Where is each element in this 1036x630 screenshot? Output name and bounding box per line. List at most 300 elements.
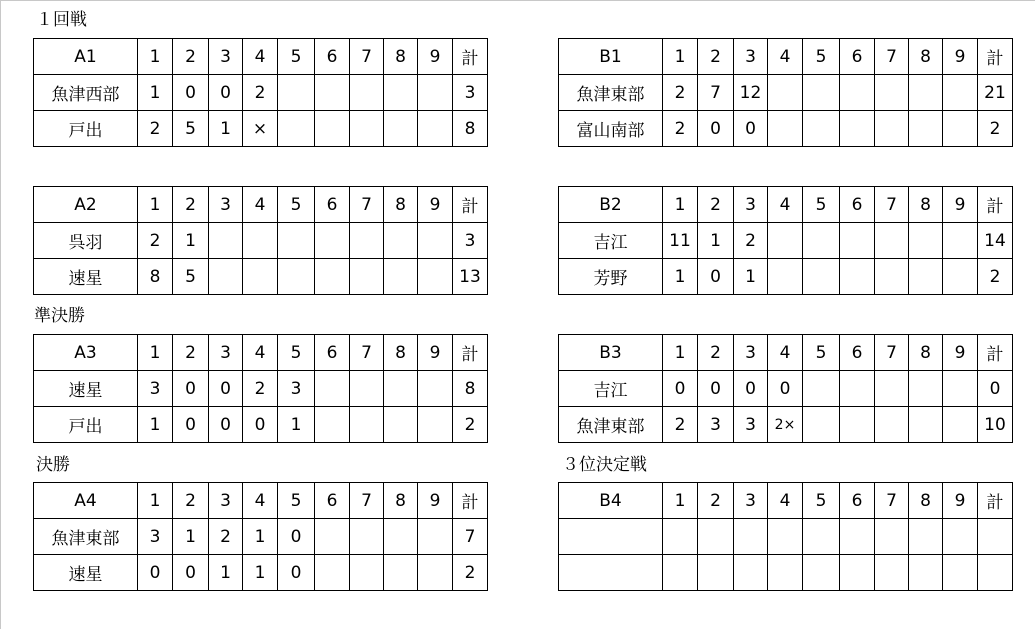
inning-score: 7 — [698, 75, 734, 111]
inning-header: 9 — [418, 39, 453, 75]
inning-score — [418, 75, 453, 111]
inning-header: 8 — [909, 483, 943, 519]
inning-score — [315, 407, 350, 443]
team-row — [34, 555, 488, 591]
inning-score: 5 — [173, 259, 209, 295]
inning-score — [350, 75, 384, 111]
total-score — [978, 555, 1013, 591]
inning-score — [803, 555, 840, 591]
total-score: 2 — [978, 111, 1013, 147]
inning-header: 5 — [278, 483, 315, 519]
inning-score — [875, 75, 909, 111]
game-label: A3 — [34, 335, 138, 371]
inning-score — [243, 259, 278, 295]
inning-header: 8 — [384, 39, 418, 75]
inning-score — [840, 223, 875, 259]
total-header: 計 — [978, 483, 1013, 519]
total-score: 8 — [453, 371, 488, 407]
header-row — [34, 335, 488, 371]
inning-score: 0 — [278, 555, 315, 591]
inning-score: 8 — [138, 259, 173, 295]
inning-score — [418, 111, 453, 147]
inning-header: 7 — [875, 483, 909, 519]
inning-header: 4 — [768, 39, 803, 75]
inning-score — [384, 259, 418, 295]
inning-score — [803, 371, 840, 407]
total-score: 2 — [453, 555, 488, 591]
inning-score — [350, 407, 384, 443]
inning-score: 0 — [173, 371, 209, 407]
inning-score: 0 — [209, 407, 243, 443]
total-header: 計 — [978, 335, 1013, 371]
team-row — [559, 407, 1013, 443]
inning-score: 0 — [138, 555, 173, 591]
inning-score: 1 — [138, 407, 173, 443]
inning-score: 2 — [243, 371, 278, 407]
inning-score: 0 — [698, 111, 734, 147]
inning-score: 0 — [173, 407, 209, 443]
inning-score — [943, 75, 978, 111]
inning-header: 6 — [840, 187, 875, 223]
inning-score — [418, 371, 453, 407]
inning-score: 1 — [698, 223, 734, 259]
inning-score — [315, 75, 350, 111]
team-row — [559, 223, 1013, 259]
total-header: 計 — [978, 187, 1013, 223]
inning-header: 8 — [384, 335, 418, 371]
inning-score — [943, 407, 978, 443]
header-row — [559, 483, 1013, 519]
inning-score: 0 — [698, 371, 734, 407]
inning-header: 9 — [943, 483, 978, 519]
inning-header: 1 — [663, 335, 698, 371]
total-score: 13 — [453, 259, 488, 295]
inning-header: 1 — [138, 39, 173, 75]
inning-score: 3 — [138, 371, 173, 407]
inning-score: 2 — [209, 519, 243, 555]
inning-header: 7 — [350, 335, 384, 371]
team-row — [34, 111, 488, 147]
inning-header: 9 — [418, 335, 453, 371]
inning-score — [315, 371, 350, 407]
inning-score: 1 — [138, 75, 173, 111]
scoreboard-b4 — [558, 482, 1013, 591]
inning-header: 6 — [315, 483, 350, 519]
team-name: 芳野 — [559, 259, 663, 295]
team-row — [559, 371, 1013, 407]
inning-score — [943, 371, 978, 407]
inning-header: 6 — [315, 187, 350, 223]
inning-score: 12 — [734, 75, 768, 111]
inning-score — [418, 555, 453, 591]
inning-header: 2 — [698, 187, 734, 223]
inning-header: 7 — [875, 187, 909, 223]
inning-score — [384, 555, 418, 591]
inning-score — [418, 519, 453, 555]
inning-header: 3 — [734, 335, 768, 371]
game-label: B2 — [559, 187, 663, 223]
inning-score: × — [243, 111, 278, 147]
total-score: 3 — [453, 75, 488, 111]
inning-score: 0 — [734, 371, 768, 407]
team-name: 吉江 — [559, 371, 663, 407]
inning-header: 2 — [173, 483, 209, 519]
team-name: 戸出 — [34, 111, 138, 147]
total-score: 7 — [453, 519, 488, 555]
inning-score — [315, 259, 350, 295]
inning-score: 1 — [243, 555, 278, 591]
inning-header: 3 — [734, 187, 768, 223]
inning-score: 0 — [698, 259, 734, 295]
header-row — [559, 335, 1013, 371]
inning-score — [243, 223, 278, 259]
team-name: 速星 — [34, 371, 138, 407]
total-score: 14 — [978, 223, 1013, 259]
inning-header: 9 — [418, 187, 453, 223]
inning-header: 6 — [840, 39, 875, 75]
total-score: 21 — [978, 75, 1013, 111]
total-header: 計 — [453, 39, 488, 75]
team-row — [34, 75, 488, 111]
inning-score — [278, 223, 315, 259]
team-row — [34, 407, 488, 443]
header-row — [34, 187, 488, 223]
inning-score: 2 — [138, 111, 173, 147]
inning-score — [909, 75, 943, 111]
inning-score: 1 — [173, 519, 209, 555]
header-row — [34, 39, 488, 75]
inning-score — [278, 111, 315, 147]
inning-score — [803, 519, 840, 555]
team-row — [34, 259, 488, 295]
team-row — [559, 259, 1013, 295]
inning-score: 11 — [663, 223, 698, 259]
team-row — [34, 519, 488, 555]
inning-header: 9 — [418, 483, 453, 519]
inning-score — [803, 223, 840, 259]
inning-score: 0 — [173, 75, 209, 111]
inning-score: 2 — [734, 223, 768, 259]
scoreboard-b1 — [558, 38, 1013, 147]
inning-score: 3 — [138, 519, 173, 555]
game-label: B1 — [559, 39, 663, 75]
heading-round1: １回戦 — [36, 10, 87, 30]
inning-score — [350, 111, 384, 147]
inning-score — [875, 519, 909, 555]
inning-score — [768, 223, 803, 259]
scoreboard-b2 — [558, 186, 1013, 295]
header-row — [34, 483, 488, 519]
inning-score — [278, 75, 315, 111]
team-row — [559, 555, 1013, 591]
inning-score — [384, 407, 418, 443]
inning-header: 4 — [243, 39, 278, 75]
team-name — [559, 555, 663, 591]
inning-score — [663, 555, 698, 591]
team-name: 速星 — [34, 555, 138, 591]
scoreboard-a4 — [33, 482, 488, 591]
inning-score — [418, 259, 453, 295]
inning-header: 3 — [209, 187, 243, 223]
header-row — [559, 39, 1013, 75]
inning-score — [384, 223, 418, 259]
inning-header: 8 — [384, 187, 418, 223]
team-name — [559, 519, 663, 555]
inning-score — [768, 111, 803, 147]
inning-score — [384, 371, 418, 407]
inning-header: 6 — [840, 483, 875, 519]
inning-score — [350, 223, 384, 259]
inning-header: 7 — [350, 483, 384, 519]
game-label: A4 — [34, 483, 138, 519]
inning-score — [875, 407, 909, 443]
total-score: 2 — [453, 407, 488, 443]
game-label: B4 — [559, 483, 663, 519]
inning-score — [698, 555, 734, 591]
inning-score — [315, 111, 350, 147]
inning-header: 4 — [768, 335, 803, 371]
inning-header: 2 — [173, 187, 209, 223]
inning-header: 4 — [243, 187, 278, 223]
game-label: A1 — [34, 39, 138, 75]
inning-header: 1 — [138, 483, 173, 519]
inning-header: 3 — [209, 335, 243, 371]
inning-score — [384, 519, 418, 555]
inning-score — [875, 223, 909, 259]
inning-score — [943, 259, 978, 295]
game-label: B3 — [559, 335, 663, 371]
inning-score — [315, 223, 350, 259]
inning-header: 5 — [803, 483, 840, 519]
inning-score — [768, 519, 803, 555]
inning-header: 1 — [663, 39, 698, 75]
inning-header: 7 — [350, 39, 384, 75]
inning-score — [768, 555, 803, 591]
inning-header: 5 — [803, 39, 840, 75]
inning-score — [943, 555, 978, 591]
inning-score — [840, 111, 875, 147]
inning-header: 7 — [350, 187, 384, 223]
inning-score: 1 — [663, 259, 698, 295]
inning-header: 3 — [734, 39, 768, 75]
inning-header: 3 — [209, 483, 243, 519]
scoreboard-a3 — [33, 334, 488, 443]
team-name: 魚津西部 — [34, 75, 138, 111]
team-name: 戸出 — [34, 407, 138, 443]
team-row — [34, 371, 488, 407]
scoreboard-b3 — [558, 334, 1013, 443]
total-score: 10 — [978, 407, 1013, 443]
inning-header: 2 — [173, 335, 209, 371]
inning-score — [943, 519, 978, 555]
inning-header: 4 — [243, 335, 278, 371]
inning-score: 2 — [663, 111, 698, 147]
game-label: A2 — [34, 187, 138, 223]
inning-score — [909, 371, 943, 407]
inning-score — [909, 555, 943, 591]
inning-header: 1 — [663, 187, 698, 223]
inning-score: 0 — [209, 371, 243, 407]
inning-header: 3 — [734, 483, 768, 519]
inning-score — [875, 111, 909, 147]
inning-header: 5 — [278, 39, 315, 75]
scoreboard-a2 — [33, 186, 488, 295]
inning-header: 2 — [698, 335, 734, 371]
inning-score — [909, 519, 943, 555]
inning-score — [663, 519, 698, 555]
inning-score: 0 — [243, 407, 278, 443]
inning-score — [350, 555, 384, 591]
inning-score: 0 — [768, 371, 803, 407]
inning-header: 8 — [909, 187, 943, 223]
inning-score — [840, 75, 875, 111]
inning-header: 2 — [698, 39, 734, 75]
inning-score: 2 — [663, 407, 698, 443]
team-name: 魚津東部 — [559, 407, 663, 443]
inning-score — [840, 519, 875, 555]
inning-header: 9 — [943, 39, 978, 75]
inning-score — [909, 111, 943, 147]
inning-header: 8 — [909, 335, 943, 371]
inning-score — [698, 519, 734, 555]
inning-score — [943, 111, 978, 147]
total-score: 0 — [978, 371, 1013, 407]
inning-header: 4 — [768, 187, 803, 223]
inning-header: 4 — [243, 483, 278, 519]
team-name: 呉羽 — [34, 223, 138, 259]
inning-header: 6 — [315, 39, 350, 75]
inning-score — [384, 75, 418, 111]
inning-score — [909, 407, 943, 443]
inning-score — [350, 519, 384, 555]
inning-score: 2× — [768, 407, 803, 443]
inning-score — [384, 111, 418, 147]
inning-header: 2 — [173, 39, 209, 75]
team-row — [34, 223, 488, 259]
inning-score — [803, 111, 840, 147]
inning-score — [734, 555, 768, 591]
inning-header: 6 — [840, 335, 875, 371]
team-row — [559, 75, 1013, 111]
inning-score — [875, 371, 909, 407]
total-header: 計 — [978, 39, 1013, 75]
inning-score — [803, 75, 840, 111]
total-score: 2 — [978, 259, 1013, 295]
inning-score: 1 — [209, 111, 243, 147]
inning-score: 3 — [734, 407, 768, 443]
heading-semifinal: 準決勝 — [34, 306, 85, 326]
team-name: 魚津東部 — [559, 75, 663, 111]
inning-header: 8 — [909, 39, 943, 75]
inning-header: 9 — [943, 187, 978, 223]
team-name: 魚津東部 — [34, 519, 138, 555]
inning-header: 6 — [315, 335, 350, 371]
inning-score: 1 — [278, 407, 315, 443]
inning-score: 0 — [278, 519, 315, 555]
inning-score: 2 — [138, 223, 173, 259]
total-score: 3 — [453, 223, 488, 259]
header-row — [559, 187, 1013, 223]
inning-header: 5 — [278, 335, 315, 371]
inning-header: 5 — [278, 187, 315, 223]
inning-score: 0 — [663, 371, 698, 407]
inning-header: 8 — [384, 483, 418, 519]
inning-score — [768, 259, 803, 295]
inning-score — [840, 555, 875, 591]
heading-final: 決勝 — [36, 455, 70, 475]
inning-score — [768, 75, 803, 111]
inning-score — [350, 371, 384, 407]
inning-header: 9 — [943, 335, 978, 371]
inning-header: 3 — [209, 39, 243, 75]
scoreboard-a1 — [33, 38, 488, 147]
inning-score: 1 — [734, 259, 768, 295]
inning-header: 1 — [138, 187, 173, 223]
total-score — [978, 519, 1013, 555]
inning-score — [315, 555, 350, 591]
team-name: 吉江 — [559, 223, 663, 259]
total-header: 計 — [453, 187, 488, 223]
inning-score: 1 — [173, 223, 209, 259]
total-score: 8 — [453, 111, 488, 147]
total-header: 計 — [453, 483, 488, 519]
inning-score — [315, 519, 350, 555]
inning-score — [909, 223, 943, 259]
inning-score: 3 — [698, 407, 734, 443]
team-name: 富山南部 — [559, 111, 663, 147]
inning-header: 7 — [875, 39, 909, 75]
inning-header: 1 — [138, 335, 173, 371]
inning-header: 2 — [698, 483, 734, 519]
inning-score — [803, 407, 840, 443]
inning-score — [943, 223, 978, 259]
inning-score — [875, 555, 909, 591]
inning-score: 0 — [209, 75, 243, 111]
inning-score — [418, 223, 453, 259]
heading-third-place: ３位決定戦 — [562, 455, 647, 475]
inning-score — [209, 223, 243, 259]
inning-score — [909, 259, 943, 295]
inning-score — [803, 259, 840, 295]
inning-score: 1 — [243, 519, 278, 555]
team-row — [559, 111, 1013, 147]
team-row — [559, 519, 1013, 555]
total-header: 計 — [453, 335, 488, 371]
inning-score — [840, 259, 875, 295]
inning-header: 4 — [768, 483, 803, 519]
inning-header: 5 — [803, 187, 840, 223]
inning-score: 0 — [173, 555, 209, 591]
inning-score — [209, 259, 243, 295]
inning-header: 5 — [803, 335, 840, 371]
inning-score — [840, 407, 875, 443]
inning-score — [418, 407, 453, 443]
inning-score — [734, 519, 768, 555]
inning-score — [875, 259, 909, 295]
inning-score: 5 — [173, 111, 209, 147]
inning-score — [350, 259, 384, 295]
inning-score: 0 — [734, 111, 768, 147]
inning-score — [840, 371, 875, 407]
inning-score: 2 — [663, 75, 698, 111]
inning-score — [278, 259, 315, 295]
inning-header: 1 — [663, 483, 698, 519]
inning-score: 3 — [278, 371, 315, 407]
team-name: 速星 — [34, 259, 138, 295]
inning-score: 1 — [209, 555, 243, 591]
inning-header: 7 — [875, 335, 909, 371]
inning-score: 2 — [243, 75, 278, 111]
